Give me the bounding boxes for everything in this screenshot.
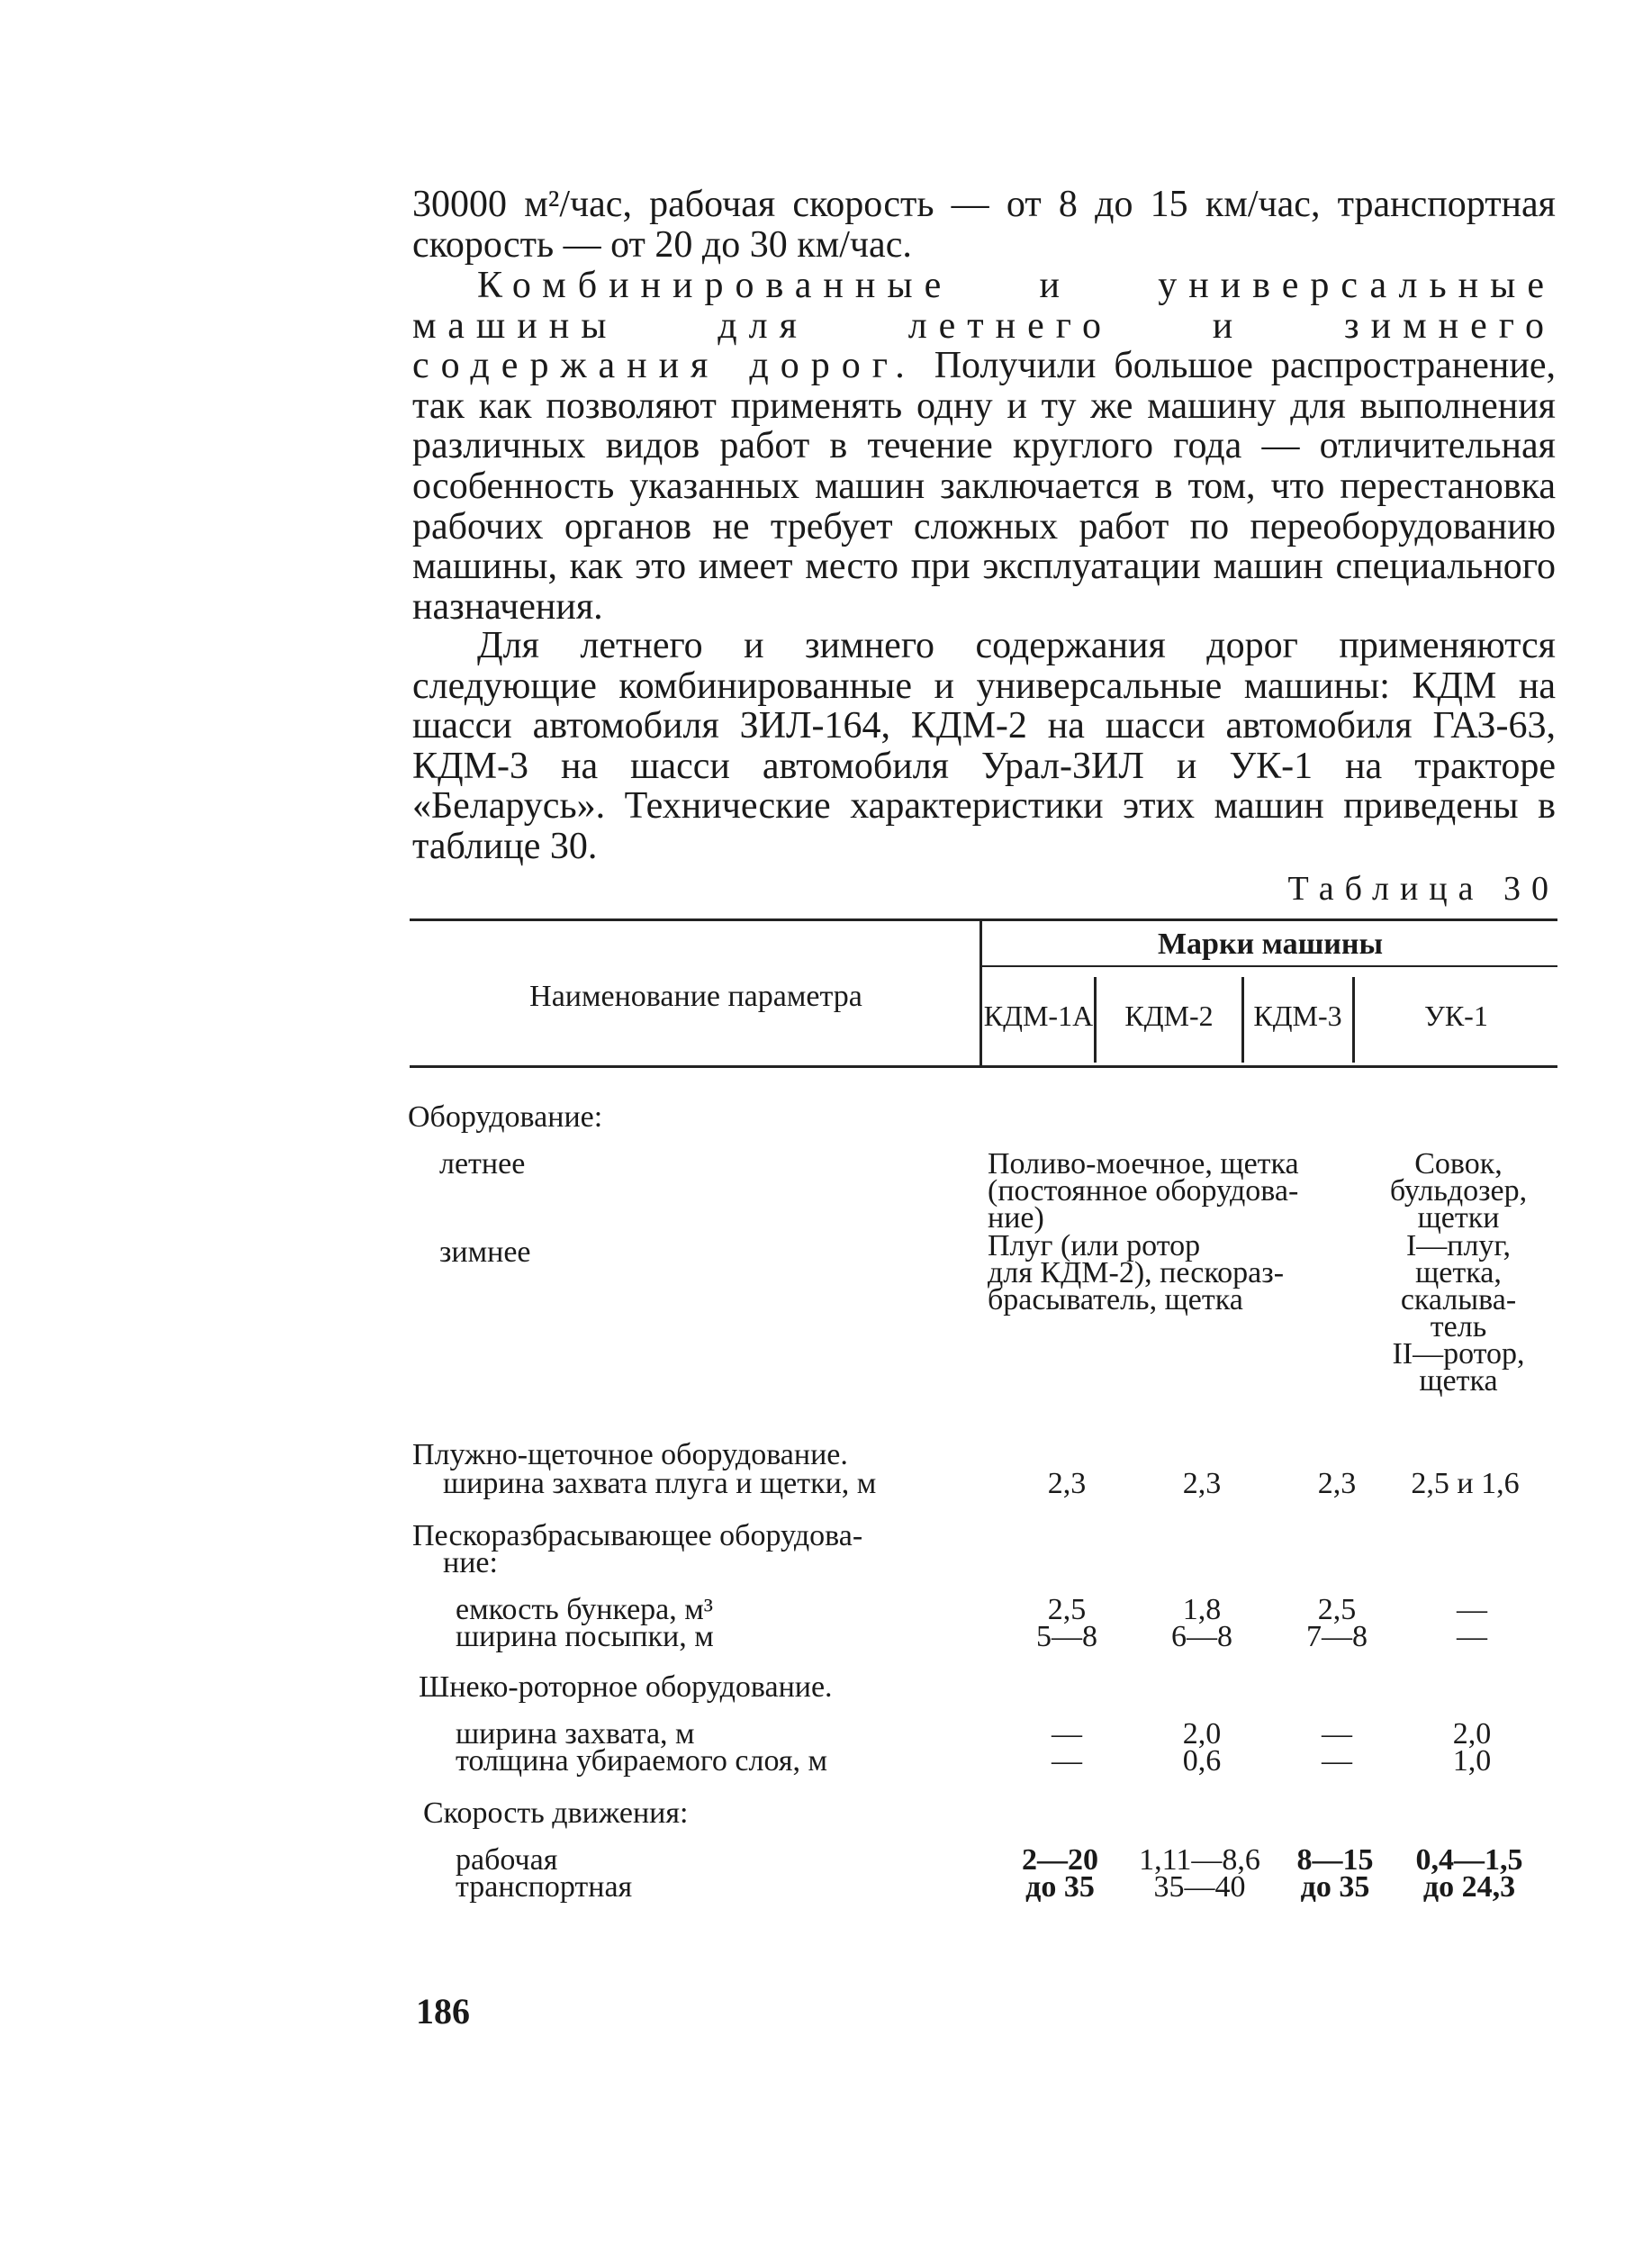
row-summer-label: летнее bbox=[439, 1147, 526, 1181]
header-col-kdm1a: КДМ-1А bbox=[983, 1000, 1094, 1032]
row-sand-label1: Пескоразбрасывающее оборудова- bbox=[412, 1519, 863, 1552]
row-auger-label: Шнеко-роторное оборудование. bbox=[419, 1670, 833, 1704]
winter-uk-line1: I—плуг, bbox=[1405, 1229, 1512, 1262]
winter-uk-line3: скалыва- bbox=[1400, 1283, 1517, 1317]
row-sand-label2: ние: bbox=[443, 1546, 498, 1579]
plow-uk1: 2,5 и 1,6 bbox=[1411, 1467, 1520, 1500]
plow-kdm3: 2,3 bbox=[1317, 1467, 1357, 1500]
hopper-uk1: — bbox=[1457, 1593, 1487, 1626]
header-parameter-name: Наименование параметра bbox=[529, 980, 862, 1013]
layer-uk1: 1,0 bbox=[1452, 1744, 1492, 1778]
winter-kdm-line1: Плуг (или ротор bbox=[988, 1229, 1201, 1262]
table-top-rule bbox=[410, 918, 1557, 921]
spread-kdm1a: 5—8 bbox=[1036, 1620, 1097, 1653]
row-transport-speed-label: транспортная bbox=[456, 1870, 633, 1904]
table-caption: Таблица 30 bbox=[1287, 870, 1559, 908]
summer-uk-line1: Совок, bbox=[1414, 1147, 1503, 1181]
header-col-kdm2: КДМ-2 bbox=[1124, 1000, 1214, 1032]
winter-uk-line5: II—ротор, bbox=[1392, 1337, 1525, 1371]
auger-width-kdm2: 2,0 bbox=[1182, 1717, 1222, 1751]
working-speed-uk1: 0,4—1,5 bbox=[1415, 1843, 1523, 1877]
row-layer-label: толщина убираемого слоя, м bbox=[456, 1744, 827, 1778]
table-header-bottom-rule bbox=[410, 1065, 1557, 1068]
header-machine-group: Марки машины bbox=[1157, 927, 1384, 961]
paragraph-body: Получили большое распространение, так как позволяют применять одну и ту же машину для выполнения различных видов работ в течение круглого года — отличительная особенность указанных машин заключается в том, что перестановка рабочих органов не требует сложных работ по переоборудованию машины, как это имеет место при эксплуатации машин специального назначения. bbox=[412, 345, 1557, 628]
row-winter-label: зимнее bbox=[439, 1235, 531, 1269]
plow-kdm1a: 2,3 bbox=[1047, 1467, 1087, 1500]
transport-speed-kdm1a: до 35 bbox=[1025, 1870, 1095, 1904]
summer-uk-line2: бульдозер, bbox=[1389, 1174, 1528, 1208]
paragraph-machine-list: Для летнего и зимнего содержания дорог применяются следующие комбинированные и универсальные машины: КДМ на шасси автомобиля ЗИЛ-164, КДМ-2 на шасси автомобиля ГАЗ-63, КДМ-3 на шасси автомобиля Урал-ЗИЛ и УК-1 на тракторе «Беларусь». Технические характеристики этих машин приведены в таблице 30. bbox=[412, 625, 1556, 867]
plow-kdm2: 2,3 bbox=[1182, 1467, 1222, 1500]
winter-kdm-line3: брасыватель, щетка bbox=[988, 1283, 1243, 1317]
row-working-speed-label: рабочая bbox=[456, 1843, 558, 1877]
row-spread-label: ширина посыпки, м bbox=[456, 1620, 714, 1653]
paragraph-speed-continuation: 30000 м²/час, рабочая скорость — от 8 до 15 км/час, транспортная скорость — от 20 до 30 км/час. bbox=[412, 184, 1556, 266]
winter-uk-line2: щетка, bbox=[1415, 1256, 1502, 1289]
spread-kdm2: 6—8 bbox=[1171, 1620, 1232, 1653]
row-plow-label1: Плужно-щеточное оборудование. bbox=[412, 1438, 848, 1471]
auger-width-uk1: 2,0 bbox=[1452, 1717, 1492, 1751]
row-auger-width-label: ширина захвата, м bbox=[456, 1717, 695, 1751]
spread-kdm3: 7—8 bbox=[1306, 1620, 1368, 1653]
section-heading: Комбинированные и универсальные машины для летнего и зимнего содержания дорог. bbox=[412, 265, 1556, 387]
working-speed-kdm2: 1,11—8,6 bbox=[1139, 1843, 1260, 1877]
table-divider-param bbox=[979, 918, 982, 1067]
header-col-kdm3: КДМ-3 bbox=[1253, 1000, 1342, 1032]
layer-kdm1a: — bbox=[1052, 1744, 1082, 1778]
row-plow-label2: ширина захвата плуга и щетки, м bbox=[443, 1467, 877, 1500]
auger-width-kdm1a: — bbox=[1052, 1717, 1082, 1751]
header-col-uk1: УК-1 bbox=[1424, 1000, 1488, 1032]
working-speed-kdm3: 8—15 bbox=[1296, 1843, 1374, 1877]
row-hopper-label: емкость бункера, м³ bbox=[456, 1593, 713, 1626]
working-speed-kdm1a: 2—20 bbox=[1022, 1843, 1098, 1877]
hopper-kdm1a: 2,5 bbox=[1047, 1593, 1087, 1626]
paragraph-combined-machines bbox=[412, 266, 1556, 627]
row-equipment-label: Оборудование: bbox=[408, 1100, 603, 1134]
page-number: 186 bbox=[416, 1991, 470, 2031]
winter-uk-line4: тель bbox=[1430, 1310, 1487, 1344]
winter-uk-line6: щетка bbox=[1419, 1364, 1498, 1398]
table-group-rule bbox=[981, 965, 1557, 967]
summer-kdm-line1: Поливо-моечное, щетка bbox=[988, 1147, 1299, 1181]
transport-speed-kdm2: 35—40 bbox=[1153, 1870, 1246, 1904]
transport-speed-uk1: до 24,3 bbox=[1422, 1870, 1516, 1904]
auger-width-kdm3: — bbox=[1322, 1717, 1352, 1751]
winter-kdm-line2: для КДМ-2), пескораз- bbox=[988, 1256, 1285, 1289]
layer-kdm2: 0,6 bbox=[1182, 1744, 1222, 1778]
spread-uk1: — bbox=[1457, 1620, 1487, 1653]
summer-kdm-line2: (постоянное оборудова- bbox=[988, 1174, 1299, 1208]
layer-kdm3: — bbox=[1322, 1744, 1352, 1778]
summer-kdm-line3: ние) bbox=[988, 1201, 1044, 1235]
transport-speed-kdm3: до 35 bbox=[1300, 1870, 1370, 1904]
row-speed-label: Скорость движения: bbox=[423, 1796, 689, 1830]
hopper-kdm2: 1,8 bbox=[1182, 1593, 1222, 1626]
hopper-kdm3: 2,5 bbox=[1317, 1593, 1357, 1626]
summer-uk-line3: щетки bbox=[1417, 1201, 1500, 1235]
